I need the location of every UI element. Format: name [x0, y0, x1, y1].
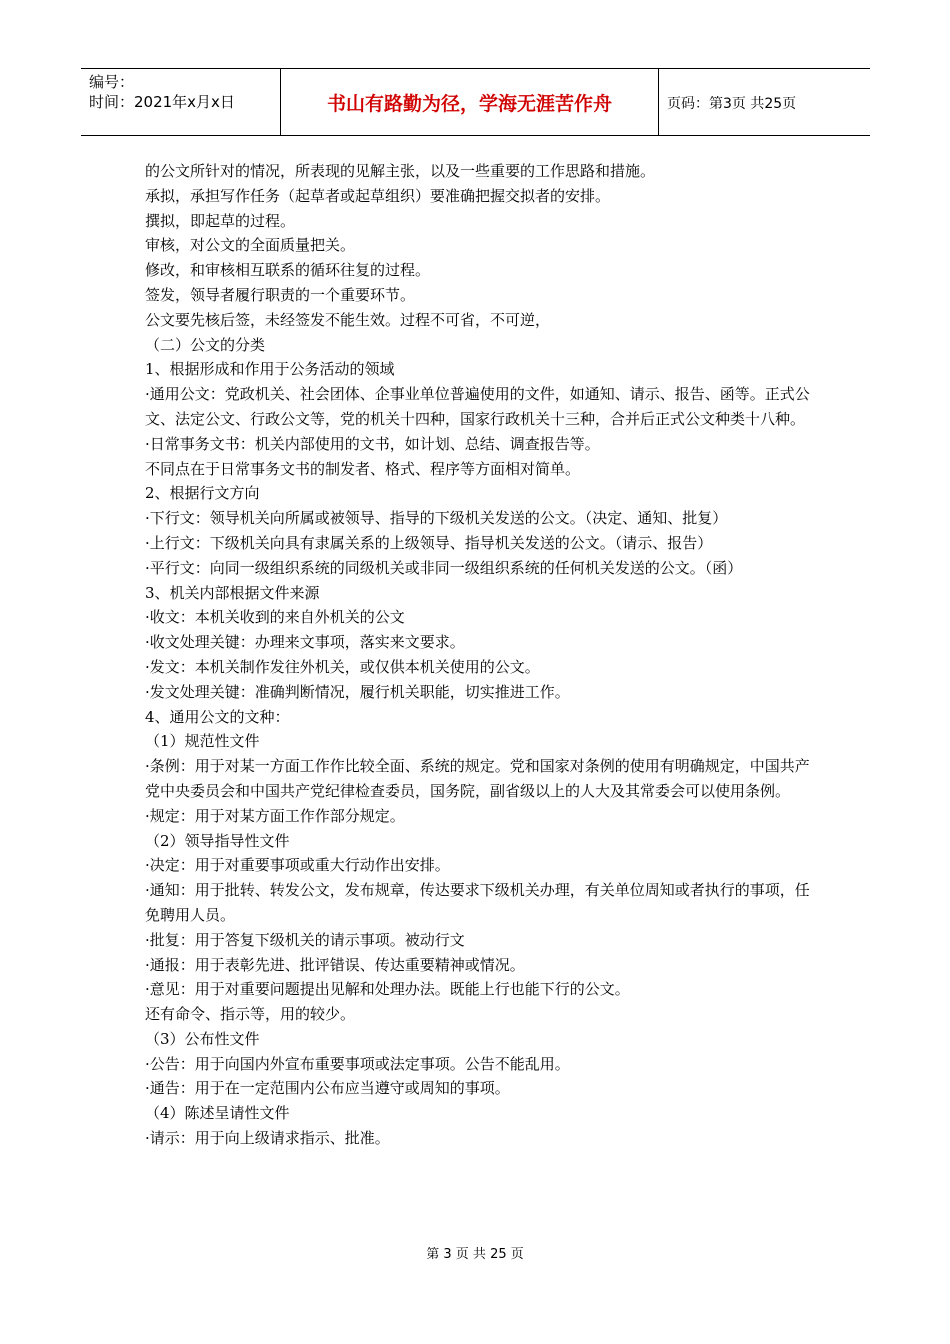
- document-number-label: 编号：: [89, 73, 135, 91]
- body-paragraph: 签发，领导者履行职责的一个重要环节。: [145, 285, 416, 304]
- footer-middle: 页 共: [455, 1247, 486, 1262]
- body-paragraph: （1）规范性文件: [145, 732, 260, 751]
- footer-suffix: 页: [510, 1247, 524, 1262]
- body-paragraph: 4、通用公文的文种：: [145, 707, 290, 726]
- footer-page-number: 3: [443, 1247, 452, 1262]
- body-paragraph: ·收文：本机关收到的来自外机关的公文: [145, 608, 405, 627]
- body-paragraph: 撰拟，即起草的过程。: [145, 211, 296, 230]
- body-paragraph: 还有命令、指示等，用的较少。: [145, 1005, 356, 1024]
- document-body: [145, 159, 815, 1151]
- body-paragraph: 1、根据形成和作用于公务活动的领域: [145, 360, 395, 379]
- body-paragraph: ·收文处理关键：办理来文事项，落实来文要求。: [145, 633, 465, 652]
- body-paragraph: 修改，和审核相互联系的循环往复的过程。: [145, 261, 431, 280]
- body-paragraph: ·发文处理关键：准确判断情况，履行机关职能，切实推进工作。: [145, 682, 570, 701]
- body-paragraph: ·通知：用于批转、转发公文，发布规章，传达要求下级机关办理，有关单位周知或者执行的事项，任免聘用人员。: [145, 881, 810, 924]
- body-paragraph: ·条例：用于对某一方面工作作比较全面、系统的规定。党和国家对条例的使用有明确规定，中国共产党中央委员会和中国共产党纪律检查委员，国务院，副省级以上的人大及其常委会可以使用条例。: [145, 757, 810, 800]
- body-paragraph: （4）陈述呈请性文件: [145, 1104, 290, 1123]
- body-paragraph: （3）公布性文件: [145, 1029, 260, 1048]
- header-page-label: 页码：第3页 共25页: [667, 96, 797, 112]
- body-paragraph: 不同点在于日常事务文书的制发者、格式、程序等方面相对简单。: [145, 459, 581, 478]
- header-motto: 书山有路勤为径，学海无涯苦作舟: [280, 68, 659, 136]
- page-header: [81, 68, 870, 136]
- footer-prefix: 第: [426, 1247, 440, 1262]
- body-paragraph: 2、根据行文方向: [145, 484, 260, 503]
- body-paragraph: ·上行文：下级机关向具有隶属关系的上级领导、指导机关发送的公文。（请示、报告）: [145, 533, 713, 552]
- body-paragraph: 公文要先核后签，未经签发不能生效。过程不可省，不可逆，: [145, 310, 551, 329]
- document-time-label: 时间：2021年x月x日: [89, 93, 235, 111]
- body-paragraph: ·通用公文：党政机关、社会团体、企事业单位普遍使用的文件，如通知、请示、报告、函等。正式公文、法定公文、行政公文等，党的机关十四种，国家行政机关十三种，合并后正式公文种类十八种。: [145, 385, 810, 428]
- page-footer: [0, 1245, 950, 1265]
- body-paragraph: ·规定：用于对某方面工作作部分规定。: [145, 806, 405, 825]
- body-paragraph: ·通报：用于表彰先进、批评错误、传达重要精神或情况。: [145, 955, 525, 974]
- body-paragraph: ·意见：用于对重要问题提出见解和处理办法。既能上行也能下行的公文。: [145, 980, 630, 999]
- body-paragraph: 承拟，承担写作任务（起草者或起草组织）要准确把握交拟者的安排。: [145, 186, 611, 205]
- body-paragraph: （二）公文的分类: [145, 335, 266, 354]
- footer-total-pages: 25: [490, 1247, 507, 1262]
- body-paragraph: （2）领导指导性文件: [145, 831, 290, 850]
- header-meta: [89, 72, 279, 112]
- body-paragraph: ·决定：用于对重要事项或重大行动作出安排。: [145, 856, 450, 875]
- body-paragraph: ·通告：用于在一定范围内公布应当遵守或周知的事项。: [145, 1079, 510, 1098]
- body-paragraph: ·公告：用于向国内外宣布重要事项或法定事项。公告不能乱用。: [145, 1054, 570, 1073]
- body-paragraph: 的公文所针对的情况，所表现的见解主张，以及一些重要的工作思路和措施。: [145, 162, 656, 180]
- body-paragraph: ·请示：用于向上级请求指示、批准。: [145, 1129, 390, 1148]
- body-paragraph: ·日常事务文书：机关内部使用的文书，如计划、总结、调查报告等。: [145, 434, 600, 453]
- body-paragraph: ·批复：用于答复下级机关的请示事项。被动行文: [145, 930, 465, 949]
- body-paragraph: ·平行文：向同一级组织系统的同级机关或非同一级组织系统的任何机关发送的公文。（函）: [145, 558, 743, 577]
- body-paragraph: 3、机关内部根据文件来源: [145, 583, 320, 602]
- body-paragraph: ·发文：本机关制作发往外机关，或仅供本机关使用的公文。: [145, 657, 540, 676]
- body-paragraph: 审核，对公文的全面质量把关。: [145, 236, 356, 255]
- body-paragraph: ·下行文：领导机关向所属或被领导、指导的下级机关发送的公文。（决定、通知、批复）: [145, 509, 728, 528]
